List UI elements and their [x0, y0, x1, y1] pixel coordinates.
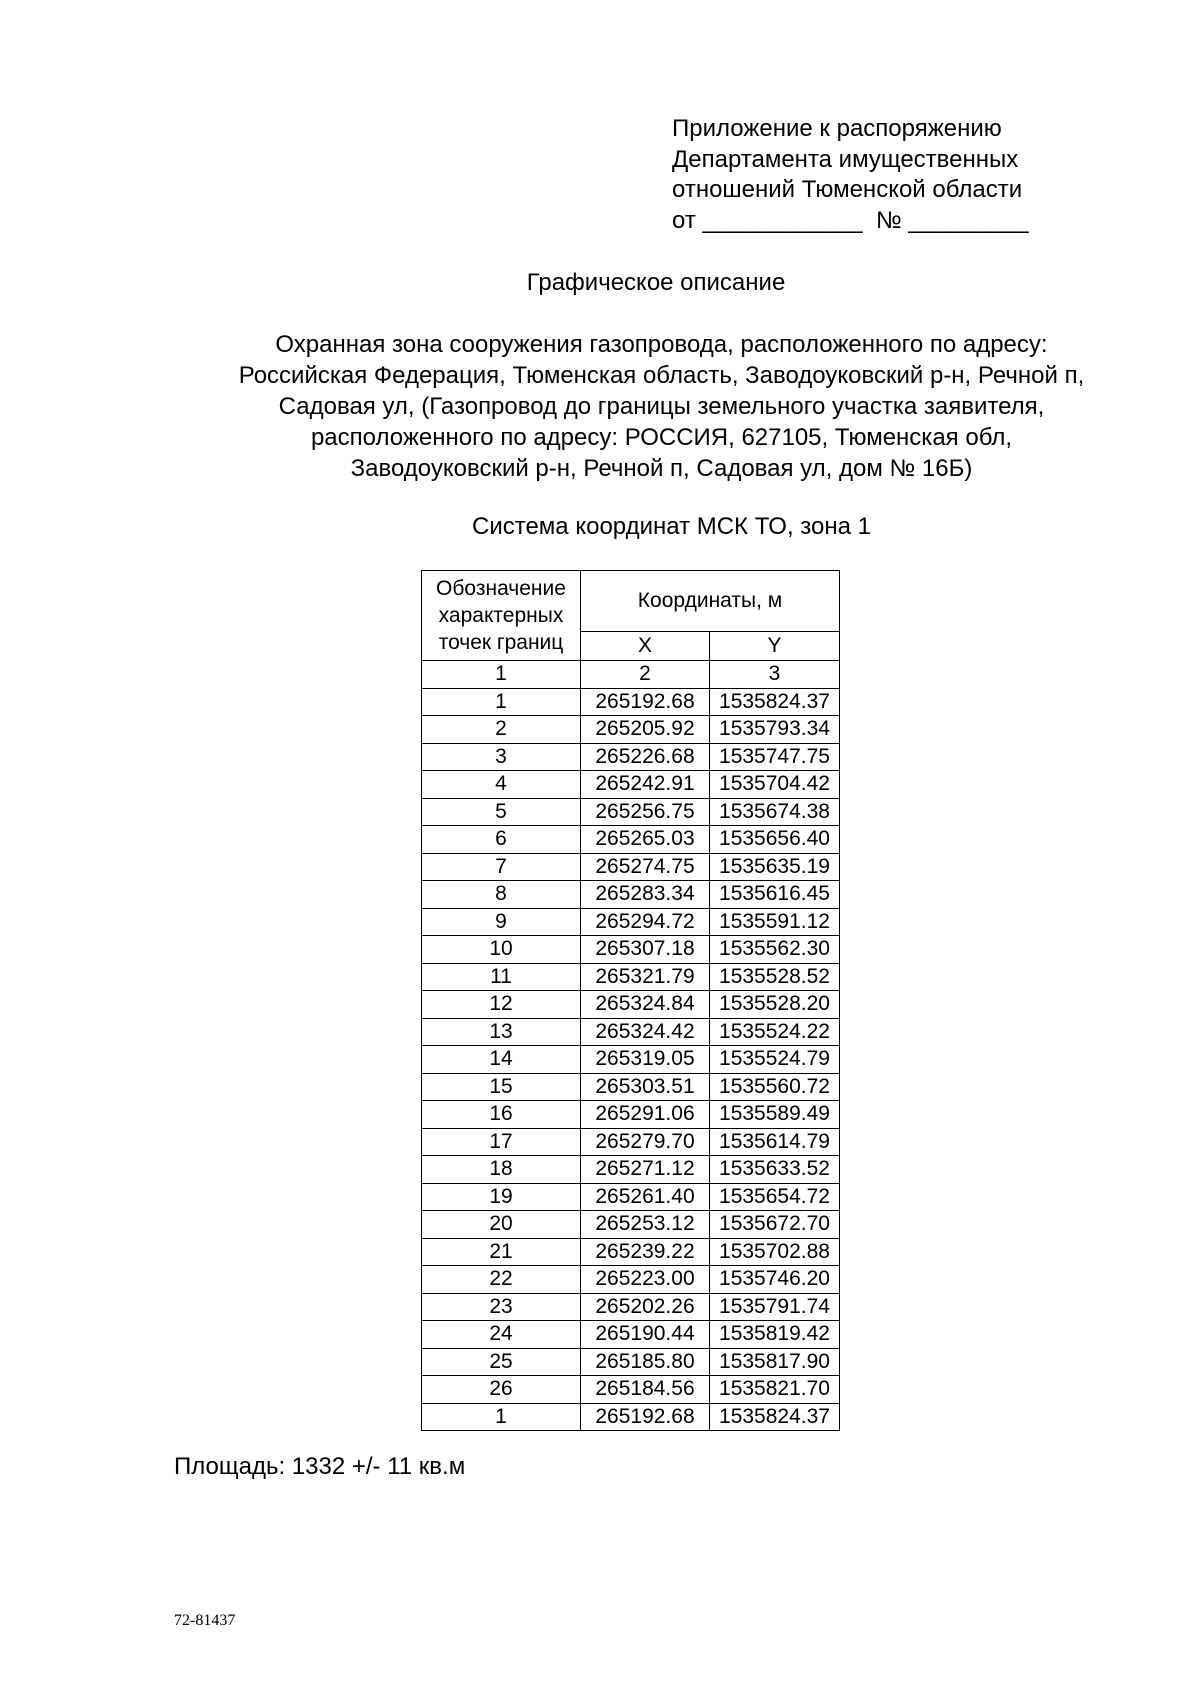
table-row [422, 1018, 840, 1046]
x-coordinate-cell: 265190.44 [581, 1321, 710, 1349]
x-coordinate-cell: 265242.91 [581, 771, 710, 799]
y-coordinate-cell: 1535654.72 [710, 1183, 840, 1211]
table-row [422, 853, 840, 881]
point-number-cell: 24 [422, 1321, 581, 1349]
point-number-cell: 19 [422, 1183, 581, 1211]
column-number-3: 3 [710, 661, 840, 689]
object-description [0, 329, 1200, 484]
point-number-cell: 14 [422, 1046, 581, 1074]
appendix-line-1: Приложение к распоряжению [672, 115, 1002, 142]
point-number-cell: 2 [422, 716, 581, 744]
point-number-cell: 5 [422, 798, 581, 826]
table-row [422, 743, 840, 771]
header-designation [422, 571, 581, 661]
appendix-line-4: от ____________ № _________ [672, 206, 1029, 234]
x-coordinate-cell: 265192.68 [581, 1403, 710, 1431]
appendix-line-2: Департамента имущественных [672, 145, 1019, 173]
point-number-cell: 8 [422, 881, 581, 909]
x-coordinate-cell: 265184.56 [581, 1376, 710, 1404]
y-coordinate-cell: 1535702.88 [710, 1238, 840, 1266]
x-coordinate-cell: 265256.75 [581, 798, 710, 826]
table-row [422, 1183, 840, 1211]
coordinate-system: Система координат МСК ТО, зона 1 [472, 513, 871, 540]
table-row [422, 771, 840, 799]
point-number-cell: 1 [422, 688, 581, 716]
x-coordinate-cell: 265265.03 [581, 826, 710, 854]
table-row [422, 963, 840, 991]
point-number-cell: 18 [422, 1156, 581, 1184]
table-row [422, 826, 840, 854]
table-row [422, 1293, 840, 1321]
header-designation-text: Обозначение характерных точек границ [436, 577, 566, 654]
x-coordinate-cell: 265253.12 [581, 1211, 710, 1239]
table-row [422, 991, 840, 1019]
column-number-2: 2 [581, 661, 710, 689]
table-row [422, 1321, 840, 1349]
appendix-line-3: отношений Тюменской области [672, 176, 1023, 203]
y-coordinate-cell: 1535633.52 [710, 1156, 840, 1184]
description-line-3: Садовая ул, (Газопровод до границы земельного участка заявителя, [278, 393, 1045, 420]
point-number-cell: 7 [422, 853, 581, 881]
x-coordinate-cell: 265185.80 [581, 1348, 710, 1376]
x-coordinate-cell: 265279.70 [581, 1128, 710, 1156]
y-coordinate-cell: 1535674.38 [710, 798, 840, 826]
table-row [422, 716, 840, 744]
point-number-cell: 25 [422, 1348, 581, 1376]
y-coordinate-cell: 1535528.20 [710, 991, 840, 1019]
document-title: Графическое описание [526, 269, 786, 296]
table-row [422, 881, 840, 909]
area-value: Площадь: 1332 +/- 11 кв.м [174, 1453, 466, 1480]
table-row [422, 1101, 840, 1129]
description-line-1: Охранная зона сооружения газопровода, расположенного по адресу: [275, 331, 1048, 358]
point-number-cell: 1 [422, 1403, 581, 1431]
point-number-cell: 21 [422, 1238, 581, 1266]
table-row [422, 1046, 840, 1074]
table-row [422, 1073, 840, 1101]
y-coordinate-cell: 1535591.12 [710, 908, 840, 936]
table-row [422, 1128, 840, 1156]
y-coordinate-cell: 1535746.20 [710, 1266, 840, 1294]
x-coordinate-cell: 265192.68 [581, 688, 710, 716]
x-coordinate-cell: 265307.18 [581, 936, 710, 964]
x-coordinate-cell: 265271.12 [581, 1156, 710, 1184]
y-coordinate-cell: 1535635.19 [710, 853, 840, 881]
y-coordinate-cell: 1535656.40 [710, 826, 840, 854]
x-coordinate-cell: 265283.34 [581, 881, 710, 909]
y-coordinate-cell: 1535560.72 [710, 1073, 840, 1101]
table-row [422, 1403, 840, 1431]
y-coordinate-cell: 1535704.42 [710, 771, 840, 799]
y-coordinate-cell: 1535819.42 [710, 1321, 840, 1349]
table-row [422, 936, 840, 964]
table-row [422, 688, 840, 716]
header-y: Y [710, 632, 840, 661]
point-number-cell: 26 [422, 1376, 581, 1404]
x-coordinate-cell: 265291.06 [581, 1101, 710, 1129]
point-number-cell: 3 [422, 743, 581, 771]
x-coordinate-cell: 265324.42 [581, 1018, 710, 1046]
point-number-cell: 13 [422, 1018, 581, 1046]
coordinates-table-body [422, 688, 840, 1431]
table-row [422, 1376, 840, 1404]
table-row [422, 798, 840, 826]
x-coordinate-cell: 265205.92 [581, 716, 710, 744]
y-coordinate-cell: 1535824.37 [710, 688, 840, 716]
table-row [422, 1266, 840, 1294]
point-number-cell: 16 [422, 1101, 581, 1129]
y-coordinate-cell: 1535747.75 [710, 743, 840, 771]
x-coordinate-cell: 265324.84 [581, 991, 710, 1019]
y-coordinate-cell: 1535817.90 [710, 1348, 840, 1376]
table-row [422, 1238, 840, 1266]
x-coordinate-cell: 265226.68 [581, 743, 710, 771]
column-number-1: 1 [422, 661, 581, 689]
x-coordinate-cell: 265321.79 [581, 963, 710, 991]
y-coordinate-cell: 1535821.70 [710, 1376, 840, 1404]
description-line-5: Заводоуковский р-н, Речной п, Садовая ул, дом № 16Б) [350, 455, 973, 482]
point-number-cell: 22 [422, 1266, 581, 1294]
x-coordinate-cell: 265202.26 [581, 1293, 710, 1321]
x-coordinate-cell: 265261.40 [581, 1183, 710, 1211]
description-line-4: расположенного по адресу: РОССИЯ, 627105, Тюменская обл, [310, 424, 1013, 451]
header-x: X [581, 632, 710, 661]
table-row [422, 1211, 840, 1239]
x-coordinate-cell: 265319.05 [581, 1046, 710, 1074]
y-coordinate-cell: 1535589.49 [710, 1101, 840, 1129]
y-coordinate-cell: 1535793.34 [710, 716, 840, 744]
y-coordinate-cell: 1535524.22 [710, 1018, 840, 1046]
y-coordinate-cell: 1535791.74 [710, 1293, 840, 1321]
description-line-2: Российская Федерация, Тюменская область, Заводоуковский р-н, Речной п, [238, 362, 1085, 389]
header-coordinates: Координаты, м [581, 571, 840, 632]
y-coordinate-cell: 1535528.52 [710, 963, 840, 991]
table-row [422, 1348, 840, 1376]
y-coordinate-cell: 1535614.79 [710, 1128, 840, 1156]
x-coordinate-cell: 265294.72 [581, 908, 710, 936]
table-row [422, 908, 840, 936]
y-coordinate-cell: 1535524.79 [710, 1046, 840, 1074]
point-number-cell: 6 [422, 826, 581, 854]
y-coordinate-cell: 1535824.37 [710, 1403, 840, 1431]
point-number-cell: 23 [422, 1293, 581, 1321]
point-number-cell: 4 [422, 771, 581, 799]
point-number-cell: 15 [422, 1073, 581, 1101]
point-number-cell: 11 [422, 963, 581, 991]
x-coordinate-cell: 265223.00 [581, 1266, 710, 1294]
x-coordinate-cell: 265239.22 [581, 1238, 710, 1266]
point-number-cell: 9 [422, 908, 581, 936]
coordinates-table [421, 570, 840, 1431]
point-number-cell: 10 [422, 936, 581, 964]
table-row [422, 1156, 840, 1184]
y-coordinate-cell: 1535616.45 [710, 881, 840, 909]
point-number-cell: 12 [422, 991, 581, 1019]
y-coordinate-cell: 1535562.30 [710, 936, 840, 964]
x-coordinate-cell: 265274.75 [581, 853, 710, 881]
appendix-block [672, 114, 1029, 236]
x-coordinate-cell: 265303.51 [581, 1073, 710, 1101]
point-number-cell: 17 [422, 1128, 581, 1156]
document-number: 72-81437 [174, 1612, 236, 1629]
y-coordinate-cell: 1535672.70 [710, 1211, 840, 1239]
point-number-cell: 20 [422, 1211, 581, 1239]
